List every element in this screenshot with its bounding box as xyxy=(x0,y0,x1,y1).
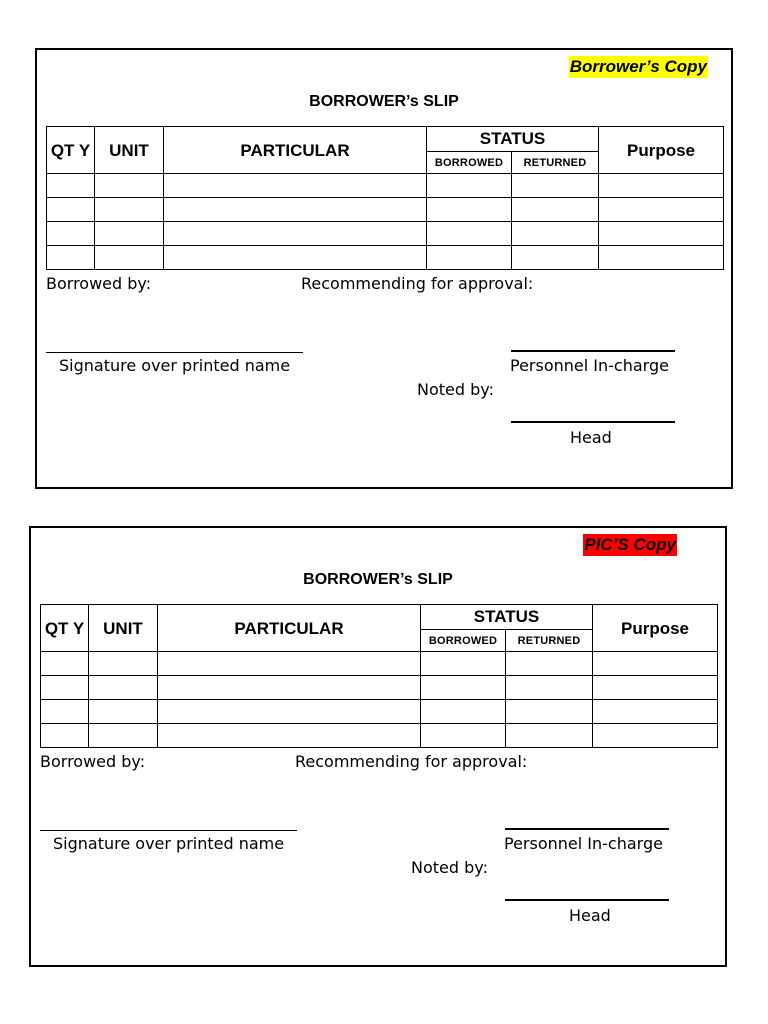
particular-cell[interactable] xyxy=(158,700,421,724)
table-row xyxy=(41,676,718,700)
personnel-label: Personnel In-charge xyxy=(510,356,669,375)
items-table xyxy=(46,126,724,270)
returned-cell[interactable] xyxy=(512,222,599,246)
purpose-cell[interactable] xyxy=(599,198,724,222)
borrower-signature-line[interactable] xyxy=(46,352,303,353)
unit-cell[interactable] xyxy=(89,700,158,724)
unit-header: UNIT xyxy=(95,127,164,174)
purpose-cell[interactable] xyxy=(593,652,718,676)
particular-cell[interactable] xyxy=(164,198,427,222)
table-row xyxy=(47,198,724,222)
borrower-signature-line[interactable] xyxy=(40,830,297,831)
qty-cell[interactable] xyxy=(47,174,95,198)
qty-cell[interactable] xyxy=(41,676,89,700)
borrowed-cell[interactable] xyxy=(421,676,506,700)
copy-label: PIC’S Copy xyxy=(584,535,676,554)
borrowed-cell[interactable] xyxy=(421,652,506,676)
signature-label: Signature over printed name xyxy=(59,356,291,375)
borrowed-header: BORROWED xyxy=(421,630,506,652)
returned-cell[interactable] xyxy=(506,676,593,700)
qty-cell[interactable] xyxy=(41,652,89,676)
head-label: Head xyxy=(569,906,611,925)
purpose-header: Purpose xyxy=(593,605,718,652)
qty-cell[interactable] xyxy=(41,724,89,748)
head-signature-line[interactable] xyxy=(505,899,669,901)
unit-header: UNIT xyxy=(89,605,158,652)
table-row xyxy=(47,246,724,270)
items-table xyxy=(40,604,718,748)
table-row xyxy=(47,222,724,246)
borrowed-cell[interactable] xyxy=(427,174,512,198)
borrowed-cell[interactable] xyxy=(427,222,512,246)
purpose-cell[interactable] xyxy=(593,676,718,700)
borrowed-by-label: Borrowed by: xyxy=(40,752,146,771)
purpose-header: Purpose xyxy=(599,127,724,174)
particular-cell[interactable] xyxy=(158,652,421,676)
recommending-label: Recommending for approval: xyxy=(301,274,534,293)
pics-copy-slip xyxy=(29,526,727,967)
qty-header: QT Y xyxy=(41,605,89,652)
unit-cell[interactable] xyxy=(95,222,164,246)
copy-label: Borrower’s Copy xyxy=(569,57,707,76)
returned-header: RETURNED xyxy=(506,630,593,652)
purpose-cell[interactable] xyxy=(593,724,718,748)
status-header: STATUS xyxy=(427,127,599,152)
particular-cell[interactable] xyxy=(158,724,421,748)
unit-cell[interactable] xyxy=(95,246,164,270)
signature-label: Signature over printed name xyxy=(53,834,285,853)
personnel-signature-line[interactable] xyxy=(505,828,669,830)
returned-cell[interactable] xyxy=(506,700,593,724)
returned-cell[interactable] xyxy=(512,174,599,198)
slip-title: BORROWER’s SLIP xyxy=(309,93,459,110)
purpose-cell[interactable] xyxy=(599,246,724,270)
status-header: STATUS xyxy=(421,605,593,630)
personnel-signature-line[interactable] xyxy=(511,350,675,352)
unit-cell[interactable] xyxy=(95,174,164,198)
borrowed-header: BORROWED xyxy=(427,152,512,174)
borrowed-cell[interactable] xyxy=(421,724,506,748)
purpose-cell[interactable] xyxy=(599,222,724,246)
particular-header: PARTICULAR xyxy=(158,605,421,652)
qty-header: QT Y xyxy=(47,127,95,174)
returned-cell[interactable] xyxy=(506,652,593,676)
unit-cell[interactable] xyxy=(89,724,158,748)
table-row xyxy=(41,724,718,748)
borrowed-cell[interactable] xyxy=(427,198,512,222)
head-label: Head xyxy=(570,428,612,447)
particular-cell[interactable] xyxy=(164,174,427,198)
borrowed-by-label: Borrowed by: xyxy=(46,274,152,293)
borrowed-cell[interactable] xyxy=(421,700,506,724)
returned-cell[interactable] xyxy=(506,724,593,748)
purpose-cell[interactable] xyxy=(593,700,718,724)
noted-by-label: Noted by: xyxy=(411,858,488,877)
noted-by-label: Noted by: xyxy=(417,380,494,399)
unit-cell[interactable] xyxy=(95,198,164,222)
personnel-label: Personnel In-charge xyxy=(504,834,663,853)
recommending-label: Recommending for approval: xyxy=(295,752,528,771)
qty-cell[interactable] xyxy=(47,198,95,222)
unit-cell[interactable] xyxy=(89,676,158,700)
particular-cell[interactable] xyxy=(164,222,427,246)
unit-cell[interactable] xyxy=(89,652,158,676)
returned-cell[interactable] xyxy=(512,246,599,270)
table-row xyxy=(41,652,718,676)
particular-cell[interactable] xyxy=(164,246,427,270)
qty-cell[interactable] xyxy=(47,246,95,270)
table-row xyxy=(47,174,724,198)
qty-cell[interactable] xyxy=(47,222,95,246)
returned-cell[interactable] xyxy=(512,198,599,222)
slip-title: BORROWER’s SLIP xyxy=(303,571,453,588)
purpose-cell[interactable] xyxy=(599,174,724,198)
returned-header: RETURNED xyxy=(512,152,599,174)
borrowers-copy-slip xyxy=(35,48,733,489)
qty-cell[interactable] xyxy=(41,700,89,724)
particular-cell[interactable] xyxy=(158,676,421,700)
head-signature-line[interactable] xyxy=(511,421,675,423)
borrowed-cell[interactable] xyxy=(427,246,512,270)
particular-header: PARTICULAR xyxy=(164,127,427,174)
table-row xyxy=(41,700,718,724)
